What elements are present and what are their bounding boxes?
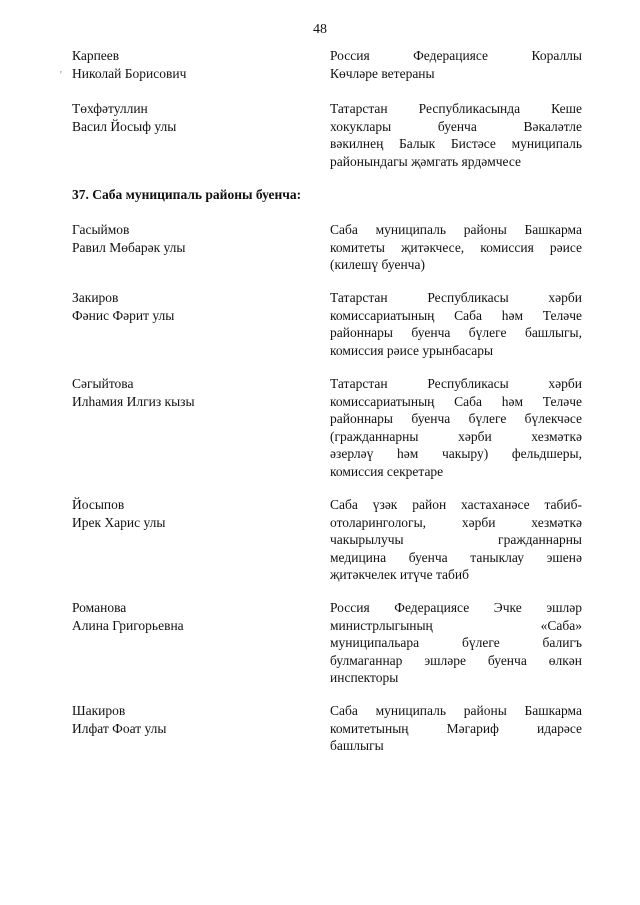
member-given-name: Алина Григорьевна [72,617,184,633]
member-role [330,375,582,480]
role-line: министрлыгының «Саба» [330,617,582,633]
role-line: комиссариатының Саба һәм Теләче [330,393,582,409]
role-line: булмаганнар эшләре буенча өлкән [330,652,582,668]
member-given-name: Фәнис Фәрит улы [72,307,175,323]
role-line: (килешү буенча) [330,257,425,272]
member-role [330,702,582,755]
member-surname: Гасыймов [72,222,130,237]
member-surname: Романова [72,600,127,615]
role-line: отоларингологы, хәрби хезмәткә [330,514,582,530]
member-role [330,289,582,359]
member-name [72,289,330,359]
role-line: чакырылучы гражданнарны [330,532,582,547]
role-line: Саба муниципаль районы Башкарма [330,222,582,237]
role-line: районындагы җәмгать ярдәмчесе [330,153,522,169]
member-given-name: Васил Йосыф улы [72,118,177,134]
member-name [72,702,330,755]
member-given-name: Николай Борисович [72,65,187,81]
member-entry [72,702,582,755]
role-line: медицина буенча таныклау эшенә [330,549,582,565]
role-line: комиссариатының Саба һәм Теләче [330,307,582,323]
role-line: комиссия рәисе урынбасары [330,342,494,358]
member-surname: Карпеев [72,48,120,63]
role-line: Россия Федерациясе Кораллы [330,48,582,63]
member-entry [72,599,582,687]
role-line: комитетының Мәгариф идарәсе [330,720,582,736]
member-entry [72,375,582,480]
scan-mark: ' [60,70,62,81]
member-surname: Закиров [72,290,119,305]
member-entry [72,496,582,584]
member-name [72,100,330,170]
member-entry [72,100,582,170]
member-name [72,47,330,82]
role-line: комиссия секретаре [330,463,444,479]
role-line: комитеты җитәкчесе, комиссия рәисе [330,239,582,255]
role-line: Саба муниципаль районы Башкарма [330,703,582,718]
member-entry [72,47,582,82]
member-role [330,599,582,687]
member-surname: Сәгыйтова [72,376,134,391]
role-line: Татарстан Республикасы хәрби [330,376,582,391]
member-entry [72,289,582,359]
role-line: районнары буенча бүлеге башлыгы, [330,325,582,340]
member-name [72,599,330,687]
role-line: Татарстан Республикасында Кеше [330,101,582,116]
member-surname: Шакиров [72,703,126,718]
member-given-name: Ирек Харис улы [72,514,166,530]
member-role [330,221,582,274]
member-surname: Йосыпов [72,497,125,512]
role-line: Саба үзәк район хастаханәсе табиб- [330,497,582,512]
member-role [330,100,582,170]
member-surname: Төхфәтуллин [72,101,148,116]
role-line: (гражданнарны хәрби хезмәткә [330,428,582,444]
section-heading: 37. Саба муниципаль районы буенча: [72,187,302,202]
member-name [72,496,330,584]
role-line: Россия Федерациясе Эчке эшләр [330,600,582,615]
role-line: әзерләү һәм чакыру) фельдшеры, [330,446,582,461]
member-role [330,47,582,82]
page-number: 48 [313,22,327,37]
role-line: башлыгы [330,738,384,753]
member-given-name: Илфат Фоат улы [72,720,167,736]
member-name [72,375,330,480]
role-line: вәкилнең Балык Бистәсе муниципаль [330,136,582,151]
role-line: Татарстан Республикасы хәрби [330,290,582,305]
member-entry [72,221,582,274]
member-name [72,221,330,274]
role-line: инспекторы [330,670,399,685]
member-given-name: Равил Мөбарәк улы [72,239,186,255]
member-given-name: Илһамия Илгиз кызы [72,393,195,409]
role-line: җитәкчелек итүче табиб [330,567,469,582]
role-line: муниципальара бүлеге балигъ [330,635,582,650]
role-line: районнары буенча бүлеге бүлекчәсе [330,411,582,426]
role-line: хокуклары буенча Вәкаләтле [330,118,582,134]
role-line: Көчләре ветераны [330,65,435,81]
member-role [330,496,582,584]
